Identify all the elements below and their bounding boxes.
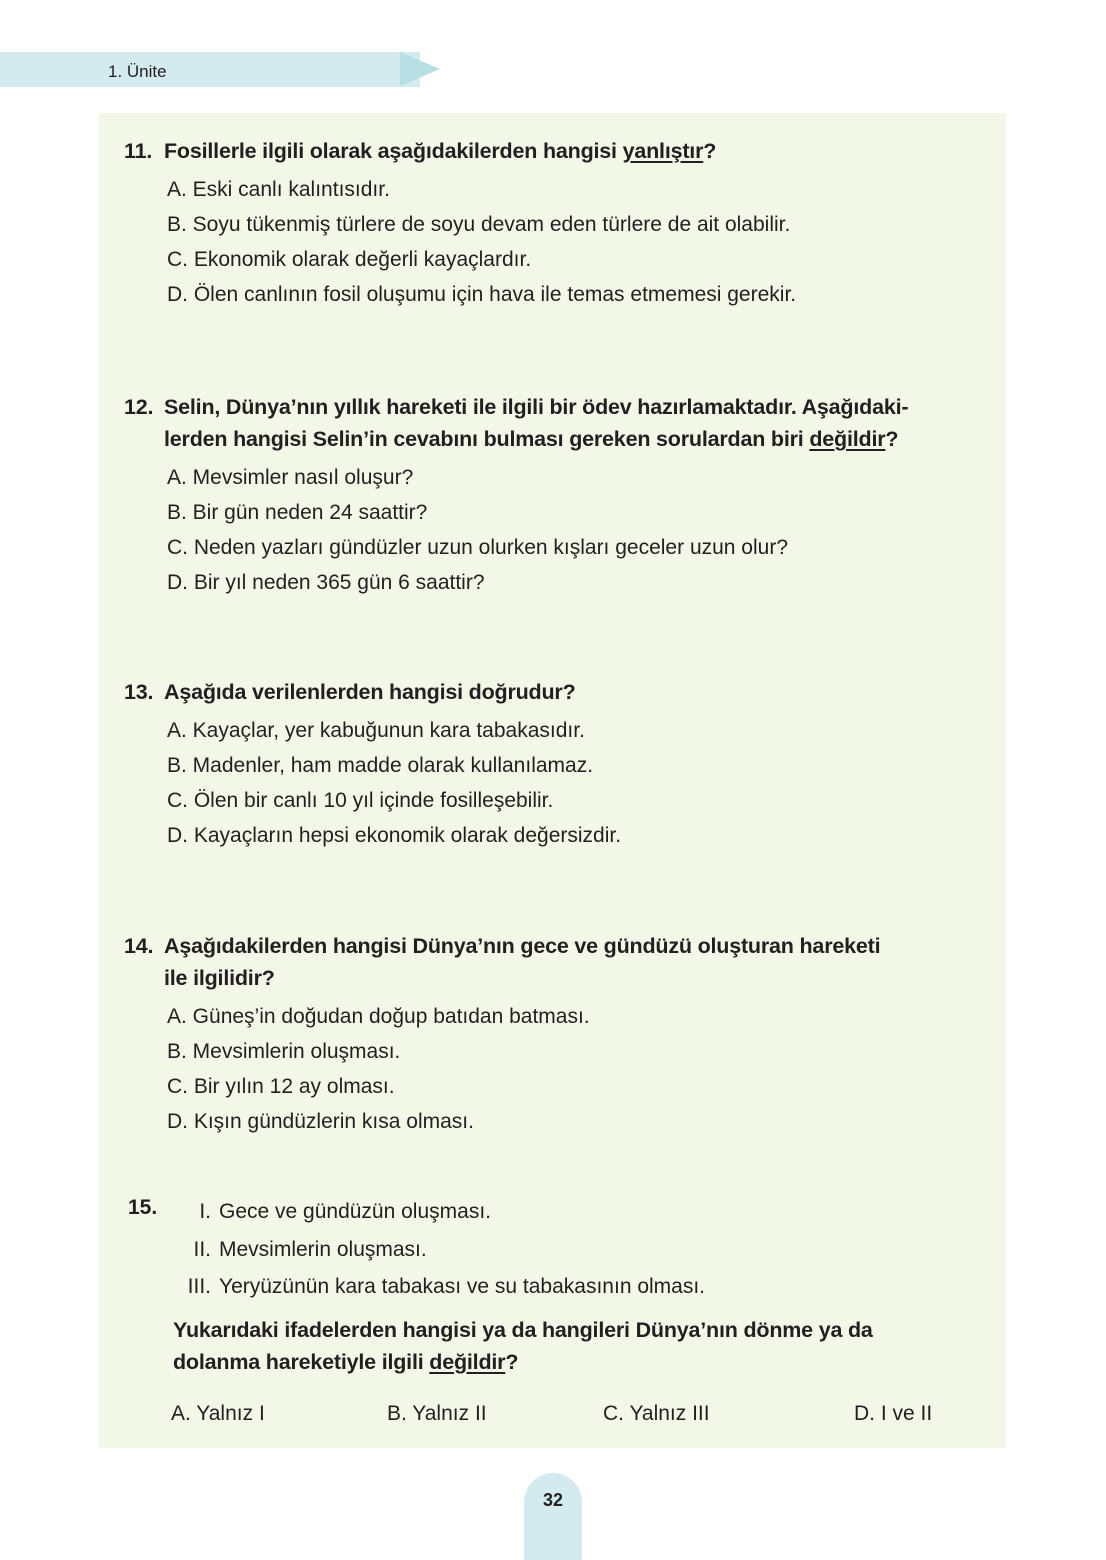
stem-text: Fosillerle ilgili olarak aşağıdakilerden hangisi [164,139,623,163]
stem-underlined: değildir [809,427,886,451]
option-b[interactable]: B. Bir gün neden 24 saattir? [167,501,428,524]
option-c[interactable]: C. Bir yılın 12 ay olması. [167,1075,395,1098]
stem-underlined: değildir [429,1349,506,1374]
stem-text: Aşağıdakilerden hangisi Dünya’nın gece ve gündüzü oluşturan hareketi [164,934,881,958]
statement-list [99,1193,1006,1306]
unit-label: 1. Ünite [108,62,167,81]
option-a[interactable]: A. Yalnız I [171,1402,265,1425]
stem-text: Aşağıda verilenlerden hangisi doğrudur? [164,680,576,704]
option-d[interactable]: D. Bir yıl neden 365 gün 6 saattir? [167,571,485,594]
question-11 [99,135,1006,312]
option-c[interactable]: C. Ölen bir canlı 10 yıl içinde fosilleşebilir. [167,789,554,812]
statement-numeral: II. [193,1237,211,1261]
question-stem [99,1314,993,1378]
option-c[interactable]: C. Yalnız III [603,1402,710,1425]
question-number: 11. [124,139,153,163]
statement-3 [99,1268,1006,1306]
statement-text: Yeryüzünün kara tabakası ve su tabakasının olması. [219,1275,706,1298]
option-d[interactable]: D. Kışın gündüzlerin kısa olması. [167,1110,474,1133]
stem-text: dolanma hareketiyle ilgili [173,1349,430,1374]
question-14 [99,930,1006,1139]
option-b[interactable]: B. Madenler, ham madde olarak kullanılamaz. [167,754,594,777]
question-stem [99,930,984,994]
stem-end: ? [703,139,717,163]
unit-banner [0,52,420,87]
option-d[interactable]: D. Ölen canlının fosil oluşumu için hava ile temas etmemesi gerekir. [167,283,797,306]
question-number: 15. [128,1196,158,1219]
statement-text: Gece ve gündüzün oluşması. [219,1200,491,1223]
statement-numeral: I. [199,1200,211,1223]
stem-text: ile ilgilidir? [164,966,275,990]
stem-underlined: yanlıştır [622,139,704,163]
option-d[interactable]: D. Kayaçların hepsi ekonomik olarak değersizdir. [167,824,622,847]
statement-2 [99,1231,1006,1269]
statement-text: Mevsimlerin oluşması. [219,1237,427,1261]
stem-text: lerden hangisi Selin’in cevabını bulması gereken sorulardan biri [164,427,810,451]
statement-numeral: III. [187,1275,211,1298]
option-d[interactable]: D. I ve II [854,1402,933,1425]
page-number: 32 [542,1490,564,1510]
statement-1 [99,1193,1006,1231]
question-number: 13. [124,680,154,704]
question-stem [99,391,984,455]
question-number: 14. [124,934,154,958]
stem-end: ? [505,1349,519,1374]
option-a[interactable]: A. Güneş’in doğudan doğup batıdan batması. [167,1005,590,1028]
question-12 [99,391,1006,600]
option-b[interactable]: B. Soyu tükenmiş türlere de soyu devam eden türlere de ait olabilir. [167,213,791,236]
stem-text: Selin, Dünya’nın yıllık hareketi ile ilgili bir ödev hazırlamaktadır. Aşağıdaki- [164,395,909,419]
option-a[interactable]: A. Kayaçlar, yer kabuğunun kara tabakasıdır. [167,719,585,742]
unit-banner-arrow [400,52,440,86]
stem-end: ? [885,427,899,451]
question-number: 12. [124,395,154,419]
question-13 [99,676,1006,853]
option-a[interactable]: A. Eski canlı kalıntısıdır. [167,178,390,201]
option-a[interactable]: A. Mevsimler nasıl oluşur? [167,466,414,489]
question-15 [99,1193,1006,1378]
page-number-tab [524,1473,582,1560]
stem-text: Yukarıdaki ifadelerden hangisi ya da hangileri Dünya’nın dönme ya da [173,1317,873,1342]
option-b[interactable]: B. Yalnız II [387,1402,487,1425]
option-b[interactable]: B. Mevsimlerin oluşması. [167,1040,401,1063]
questions-panel [99,113,1006,1448]
option-c[interactable]: C. Ekonomik olarak değerli kayaçlardır. [167,248,532,271]
option-c[interactable]: C. Neden yazları gündüzler uzun olurken kışları geceler uzun olur? [167,536,789,559]
question-stem [99,676,984,708]
question-stem [99,135,984,167]
